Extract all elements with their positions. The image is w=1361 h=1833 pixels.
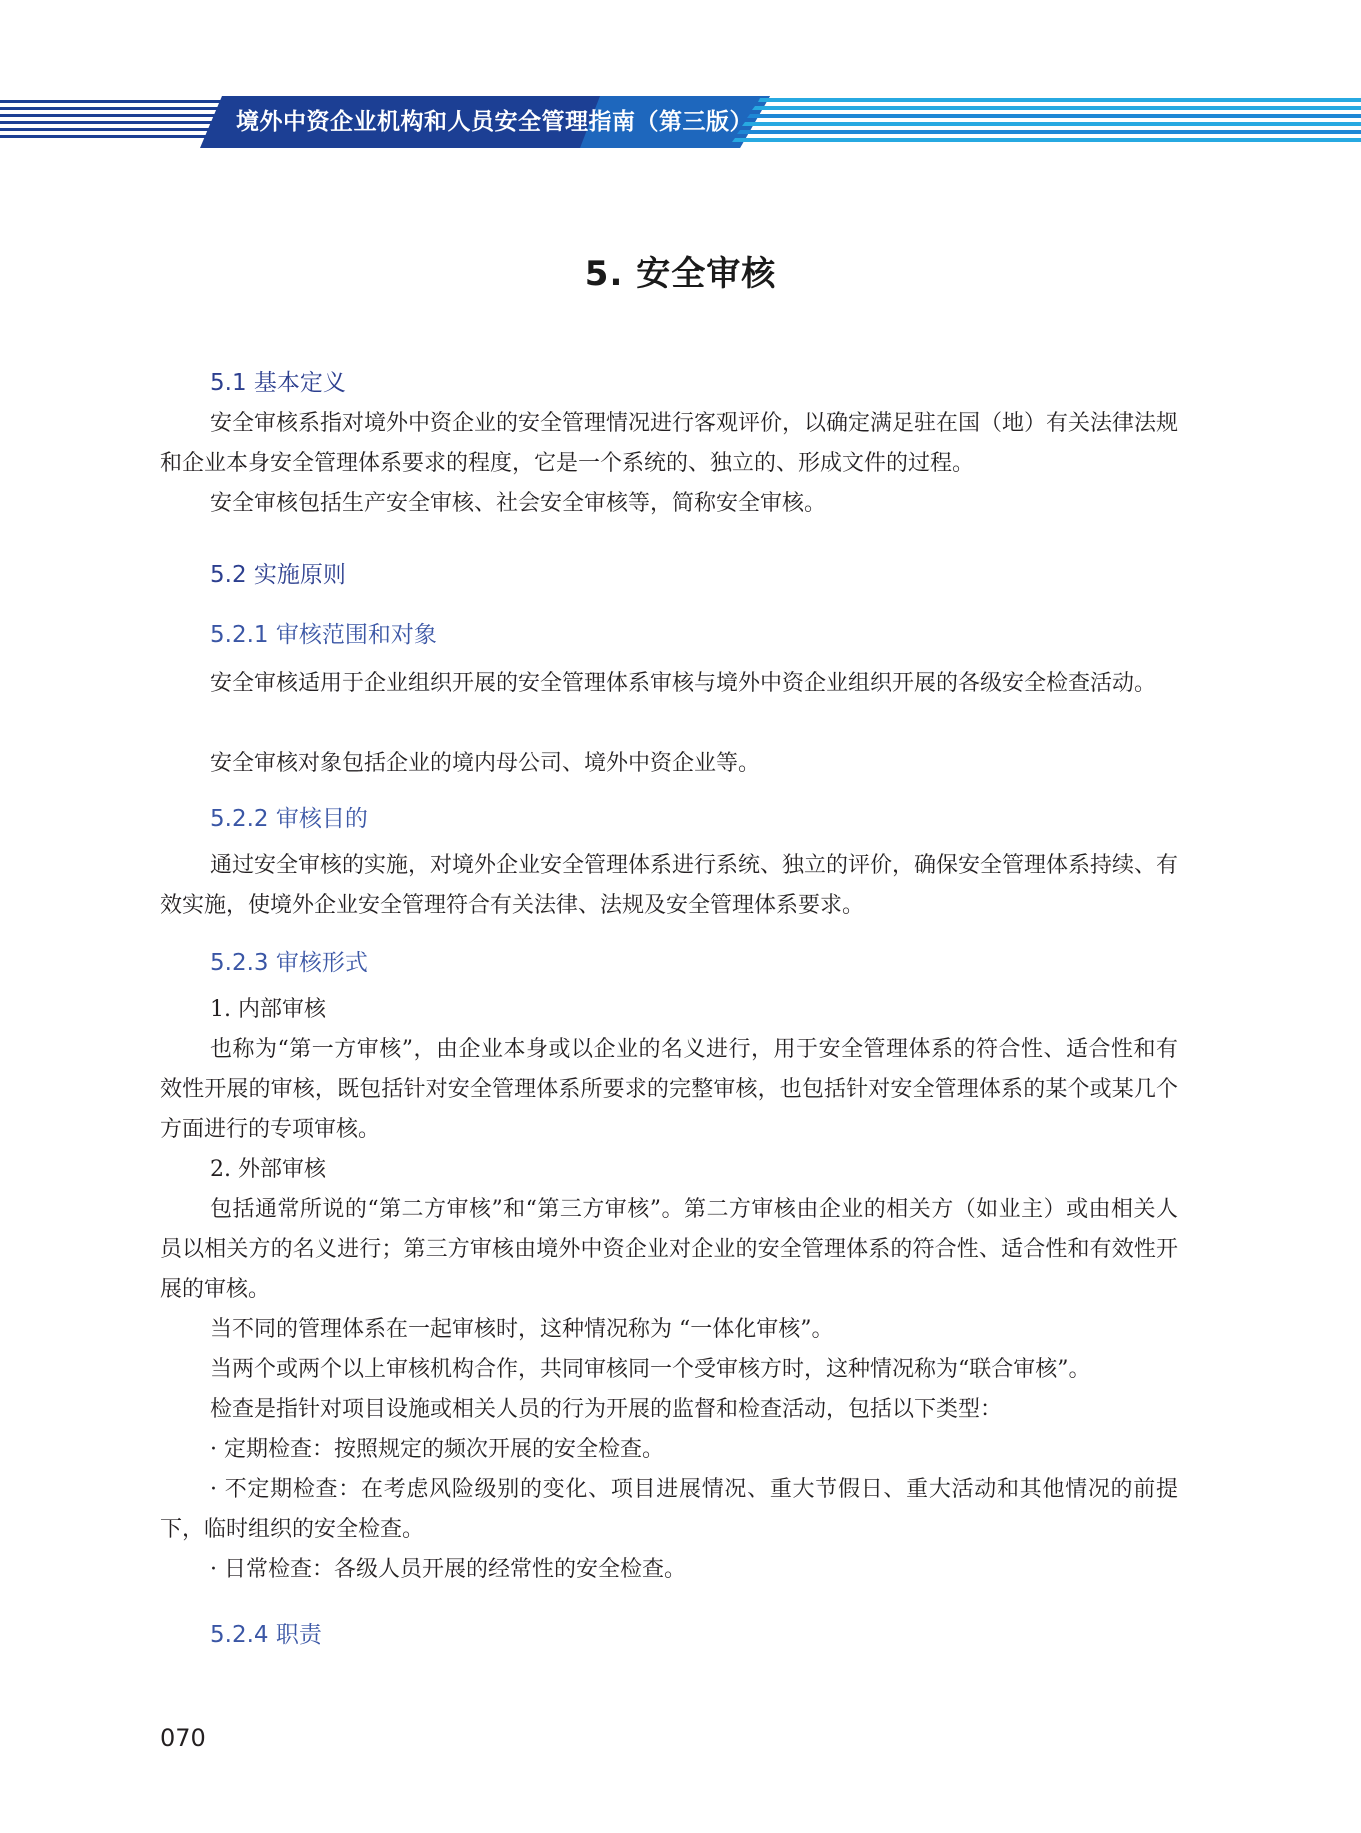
paragraph-5-2-2-purpose: 通过安全审核的实施，对境外企业安全管理体系进行系统、独立的评价，确保安全管理体系持续、有效实施，使境外企业安全管理符合有关法律、法规及安全管理体系要求。 (160, 853, 1179, 918)
header-title: 境外中资企业机构和人员安全管理指南（第三版） (236, 109, 753, 135)
subsection-heading-5-2-3: 5.2.3 审核形式 (210, 950, 368, 976)
paragraph-inspection: 检查是指针对项目设施或相关人员的行为开展的监督和检查活动，包括以下类型： (210, 1397, 1003, 1422)
paragraph-5-1-scope: 安全审核包括生产安全审核、社会安全审核等，简称安全审核。 (210, 491, 827, 516)
paragraph-5-1-definition: 安全审核系指对境外中资企业的安全管理情况进行客观评价，以确定满足驻在国（地）有关法律法规和企业本身安全管理体系要求的程度，它是一个系统的、独立的、形成文件的过程。 (160, 411, 1179, 476)
section-heading-5-2: 5.2 实施原则 (210, 562, 346, 588)
chapter-title: 5. 安全审核 (584, 254, 777, 294)
section-heading-5-1: 5.1 基本定义 (210, 370, 346, 396)
paragraph-internal-audit: 也称为“第一方审核”，由企业本身或以企业的名义进行，用于安全管理体系的符合性、适合性和有效性开展的审核，既包括针对安全管理体系所要求的完整审核，也包括针对安全管理体系的某个或某几个方面进行的专项审核。 (160, 1037, 1178, 1142)
paragraph-joint-audit: 当两个或两个以上审核机构合作，共同审核同一个受审核方时，这种情况称为“联合审核”。 (210, 1357, 1091, 1382)
bullet-irregular-inspection: · 不定期检查：在考虑风险级别的变化、项目进展情况、重大节假日、重大活动和其他情况的前提下，临时组织的安全检查。 (160, 1477, 1178, 1542)
page-number: 070 (160, 1724, 206, 1752)
subsection-heading-5-2-2: 5.2.2 审核目的 (210, 806, 368, 832)
list-item-internal-audit-title: 1. 内部审核 (210, 997, 326, 1022)
paragraph-5-2-1-objects: 安全审核对象包括企业的境内母公司、境外中资企业等。 (210, 751, 761, 776)
subsection-heading-5-2-1: 5.2.1 审核范围和对象 (210, 622, 437, 648)
paragraph-external-audit: 包括通常所说的“第二方审核”和“第三方审核”。第二方审核由企业的相关方（如业主）或由相关人员以相关方的名义进行；第三方审核由境外中资企业对企业的安全管理体系的符合性、适合性和有效性开展的审核。 (160, 1197, 1178, 1302)
bullet-regular-inspection: · 定期检查：按照规定的频次开展的安全检查。 (210, 1437, 664, 1462)
paragraph-integrated-audit: 当不同的管理体系在一起审核时，这种情况称为 “一体化审核”。 (210, 1317, 834, 1342)
page-header-band (0, 96, 1361, 148)
subsection-heading-5-2-4: 5.2.4 职责 (210, 1622, 322, 1648)
paragraph-5-2-1-applicability: 安全审核适用于企业组织开展的安全管理体系审核与境外中资企业组织开展的各级安全检查活动。 (210, 671, 1157, 696)
list-item-external-audit-title: 2. 外部审核 (210, 1157, 326, 1182)
bullet-daily-inspection: · 日常检查：各级人员开展的经常性的安全检查。 (210, 1557, 686, 1582)
